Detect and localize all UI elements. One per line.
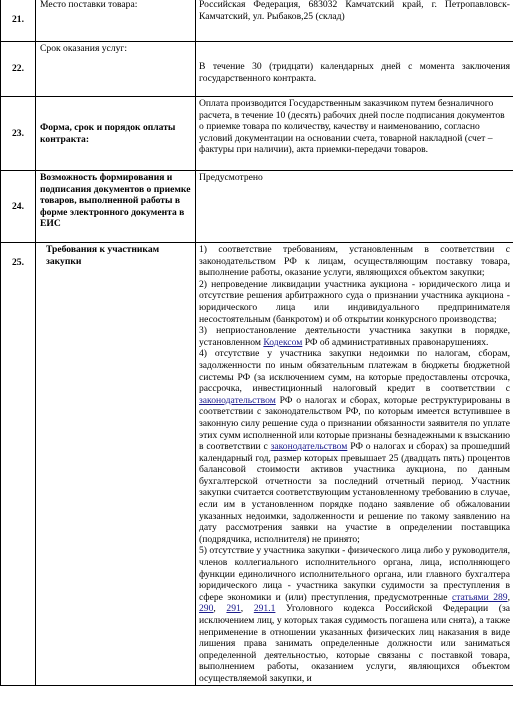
requirement-item: 1) соответствие требованиям, установленным в соответствии с законодательством РФ к лицам, осуществляющим поставку товара, выполнение работы, оказание услуги, являющихся объектом закупки;	[199, 244, 510, 279]
requirement-text: 4) отсутствие у участника закупки недоимки по налогам, сборам, задолженности по иным обязательным платежам в бюджеты бюджетной системы РФ (за исключением сумм, на которые предоставлены отсрочка, рассрочка, инвестиционный налоговый кредит в соответствии с	[199, 348, 510, 395]
row-content: Российская Федерация, 683032 Камчатский край, г. Петропавловск-Камчатский, ул. Рыбаков,25 (склад)	[196, 0, 513, 42]
row-label: Место поставки товара:	[36, 0, 196, 42]
table-row	[1, 171, 513, 243]
codex-link[interactable]: Кодексом	[263, 336, 303, 348]
requirements-list	[196, 243, 513, 686]
legislation-link[interactable]: законодательством	[270, 441, 348, 453]
article-link[interactable]: 290	[199, 603, 214, 615]
row-number: 22.	[1, 42, 36, 97]
row-label: Срок оказания услуг:	[36, 42, 196, 97]
table-row	[1, 97, 513, 171]
article-link[interactable]: статьями 289	[451, 591, 508, 603]
requirement-item: 5) отсутствие у участника закупки - физического лица либо у руководителя, членов коллегиального исполнительного органа, лица, исполняющего функции единоличного исполнительного органа, или главного бухгалтера юридического лица - участника закупки судимости за преступления в сфере экономики и (или) преступления, предусмотренные статьями 289, 290, 291, 291.1 Уголовного кодекса Российской Федерации (за исключением лиц, у которых такая судимость погашена или снята), а также неприменение в отношении указанных физических лиц наказания в виде лишения права занимать определенные должности или заниматься определенной деятельностью, которые связаны с поставкой товара, выполнением работы, оказанием услуги, являющихся объектом осуществляемой закупки, и	[199, 545, 511, 684]
requirement-text: РФ о налогах и сборах, которые реструктурированы в соответствии с законодательством РФ, по которым имеется вступившее в законную силу решение суда о признании обязанности заявителя по уплате этих сумм исполненной или которые признаны безнадежными к взысканию в соответствии с	[199, 394, 510, 453]
row-content: Предусмотрено	[196, 171, 513, 243]
requirement-text: 5) отсутствие у участника закупки - физического лица либо у руководителя, членов коллегиального исполнительного органа, лица, исполняющего функции единоличного исполнительного органа, или главного бухгалтера юридического лица - участника закупки судимости за преступления в сфере экономики и (или) преступления, предусмотренные	[199, 545, 510, 603]
requirement-item	[199, 325, 510, 348]
table-row	[1, 243, 513, 686]
row-number: 25.	[1, 243, 36, 686]
requirement-text: РФ об административных правонарушениях.	[302, 336, 489, 348]
row-content: В течение 30 (тридцати) календарных дней с момента заключения государственного контракта.	[196, 42, 513, 97]
table-row	[1, 42, 513, 97]
article-link[interactable]: 291	[226, 603, 241, 615]
row-number: 23.	[1, 97, 36, 171]
row-label: Форма, срок и порядок оплаты контракта:	[36, 97, 196, 171]
row-label: Требования к участникам закупки	[36, 243, 196, 686]
row-label: Возможность формирования и подписания документов о приемке товаров, выполненной работы в форме электронного документа в ЕИС	[36, 171, 196, 243]
row-content: Оплата производится Государственным заказчиком путем безналичного расчета, в течение 10 (десять) рабочих дней после подписания документов о приемке товара по количеству, качеству и наименованию, согласно условий документации на основании счета, товарной накладной (счет – фактуры при наличии), акта приемки-передачи товаров.	[196, 97, 513, 171]
requirement-text: 3) неприостановление деятельности участника закупки в порядке, установленном	[199, 325, 510, 348]
requirement-text: РФ о налогах и сборах) за прошедший календарный год, размер которых превышает 25 (двадцать пять) процентов балансовой стоимости активов участника аукциона, по данным бухгалтерской отчетности за последний отчетный период. Участник закупки считается соответствующим установленному требованию в случае, если им в установленном порядке подано заявление об обжаловании указанных недоимки, задолженности и решение по такому заявлению на дату рассмотрения заявки на участие в определении поставщика (подрядчика, исполнителя) не принято;	[199, 441, 510, 545]
row-number: 24.	[1, 171, 36, 243]
legislation-link[interactable]: законодательством	[199, 394, 276, 406]
article-link[interactable]: 291.1	[253, 603, 276, 615]
requirement-item	[199, 348, 510, 545]
row-number: 21.	[1, 0, 36, 42]
requirement-item: 2) непроведение ликвидации участника аукциона - юридического лица и отсутствие решения арбитражного суда о признании участника аукциона - юридического лица или индивидуального предпринимателя несостоятельным (банкротом) и об открытии конкурсного производства;	[199, 278, 510, 325]
requirement-text: Уголовного кодекса Российской Федерации (за исключением лиц, у которых такая судимость погашена или снята), а также неприменение в отношении указанных физических лиц наказания в виде лишения права занимать определенные должности или заниматься определенной деятельностью, которые связаны с поставкой товара, выполнением работы, оказанием услуги, являющихся объектом осуществляемой закупки, и	[199, 603, 511, 684]
table-row	[1, 0, 513, 42]
